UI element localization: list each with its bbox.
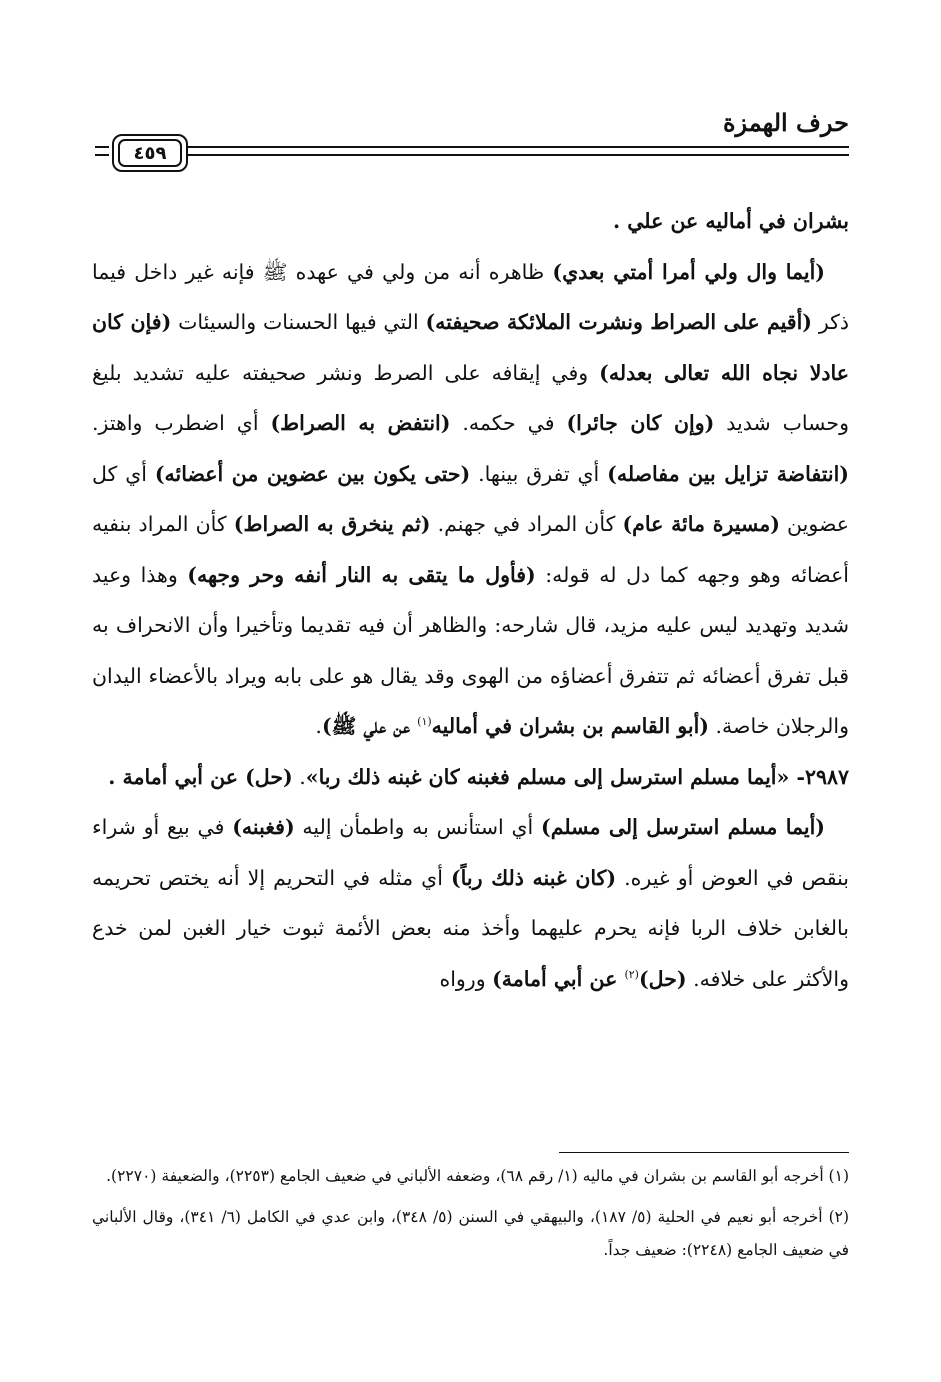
hadith-quote: (حتى يكون بين عضوين من أعضائه): [154, 461, 471, 486]
page-number: ٤٥٩: [118, 139, 182, 167]
commentary: أي مثله في التحريم إلا أنه يختص تحريمه بالغابن خلاف الربا فإنه يحرم عليهما وأخذ منه بعض الأئمة ثبوت خيار الغبن لمن خدع والأكثر على خلافه.: [92, 865, 849, 991]
header-double-rule-left: [95, 146, 109, 156]
main-text: [92, 196, 849, 1004]
source-citation: (حل) عن أبي أمامة .: [108, 764, 293, 789]
footnotes: [92, 1160, 849, 1275]
footnote-ref-1[interactable]: (١): [417, 715, 432, 729]
commentary: كأن المراد في جهنم.: [430, 512, 623, 536]
commentary: ظاهره أنه من ولي في عهده ﷺ فإنه غير داخل فيما ذكر: [92, 259, 850, 334]
hadith-quote: (انتفض به الصراط): [270, 411, 451, 435]
hadith-quote: (أقيم على الصراط ونشرت الملائكة صحيفته): [425, 310, 813, 334]
hadith-quote: (مسيرة مائة عام): [622, 512, 780, 536]
hadith-quote: (أيما وال ولي أمرا أمتي بعدي): [552, 259, 825, 284]
commentary: .: [315, 714, 322, 738]
paragraph-4: [92, 802, 849, 1004]
hadith-quote: (أيما مسلم استرسل إلى مسلم): [541, 815, 825, 839]
hadith-quote: (انتفاضة تزايل بين مفاصله): [607, 461, 849, 486]
hadith-quote: (وإن كان جائرا): [566, 411, 715, 435]
commentary: ورواه: [439, 966, 493, 991]
source-citation: (أبو القاسم بن بشران في أماليه: [431, 714, 710, 738]
hadith-quote: (فأول ما يتقى به النار أنفه وحر وجهه): [187, 562, 536, 587]
header-double-rule: [188, 146, 849, 156]
commentary: وفي إيقافه على الصرط ونشر صحيفته عليه تشديد بليغ وحساب شديد: [92, 360, 849, 435]
hadith-quote: (فإن كان عادلا نجاه الله تعالى بعدله): [92, 310, 849, 385]
commentary: أي استأنس به واطمأن إليه: [294, 815, 542, 839]
footnote-1: (١) أخرجه أبو القاسم بن بشران في ماليه (١/ رقم ٦٨)، وضعفه الألباني في ضعيف الجامع (٢٢٥٣)، والضعيفة (٢٢٧٠).: [106, 1167, 849, 1185]
commentary: التي فيها الحسنات والسيئات: [171, 310, 426, 334]
text-run: بشران في أماليه عن علي .: [612, 209, 849, 233]
hadith-quote: (كان غبنه ذلك رباً): [450, 865, 617, 890]
commentary: في بيع أو شراء بنقص في العوض أو غيره.: [92, 815, 849, 890]
paragraph-1: [92, 196, 849, 247]
commentary: في حكمه.: [450, 411, 567, 435]
source-citation: عن علي ﷺ): [321, 714, 418, 738]
commentary: .: [292, 764, 306, 789]
page-number-frame: [112, 134, 188, 172]
source-citation: (حل): [638, 966, 687, 991]
footnote-2: (٢) أخرجه أبو نعيم في الحلية (٥/ ١٨٧)، والبيهقي في السنن (٥/ ٣٤٨)، وابن عدي في الكامل (٦/ ٣٤١)، وقال الألباني في ضعيف الجامع (٢٢٤٨): ضعيف جداً.: [92, 1208, 850, 1259]
hadith-text: ٢٩٨٧- «أيما مسلم استرسل إلى مسلم فغبنه كان غبنه ذلك ربا»: [305, 764, 849, 789]
commentary: كأن المراد بنفيه أعضائه وهو وجهه كما دل له قوله:: [92, 512, 849, 587]
commentary: أي اضطرب واهتز.: [92, 411, 271, 435]
commentary: أي تفرق بينها.: [470, 461, 608, 486]
commentary: وهذا وعيد شديد وتهديد ليس عليه مزيد، قال شارحه: والظاهر أن فيه تقديما وتأخيرا وأن الانحراف به قبل تفرق أعضائه ثم تتفرق أعضاؤه من الهوى وقد يقال هو على بابه ويراد بالأعضاء اليدان والرجلان خاصة.: [92, 562, 849, 738]
hadith-quote: (ثم ينخرق به الصراط): [233, 512, 431, 536]
source-citation: عن أبي أمامة): [492, 966, 625, 991]
hadith-quote: (فغبنه): [232, 815, 295, 839]
footnote-ref-2[interactable]: (٢): [624, 967, 639, 981]
running-header-title: حرف الهمزة: [722, 108, 849, 137]
paragraph-3: [92, 752, 849, 803]
footnote-separator: [559, 1152, 849, 1153]
paragraph-2: [92, 247, 849, 752]
commentary: أي كل عضوين: [92, 461, 849, 536]
